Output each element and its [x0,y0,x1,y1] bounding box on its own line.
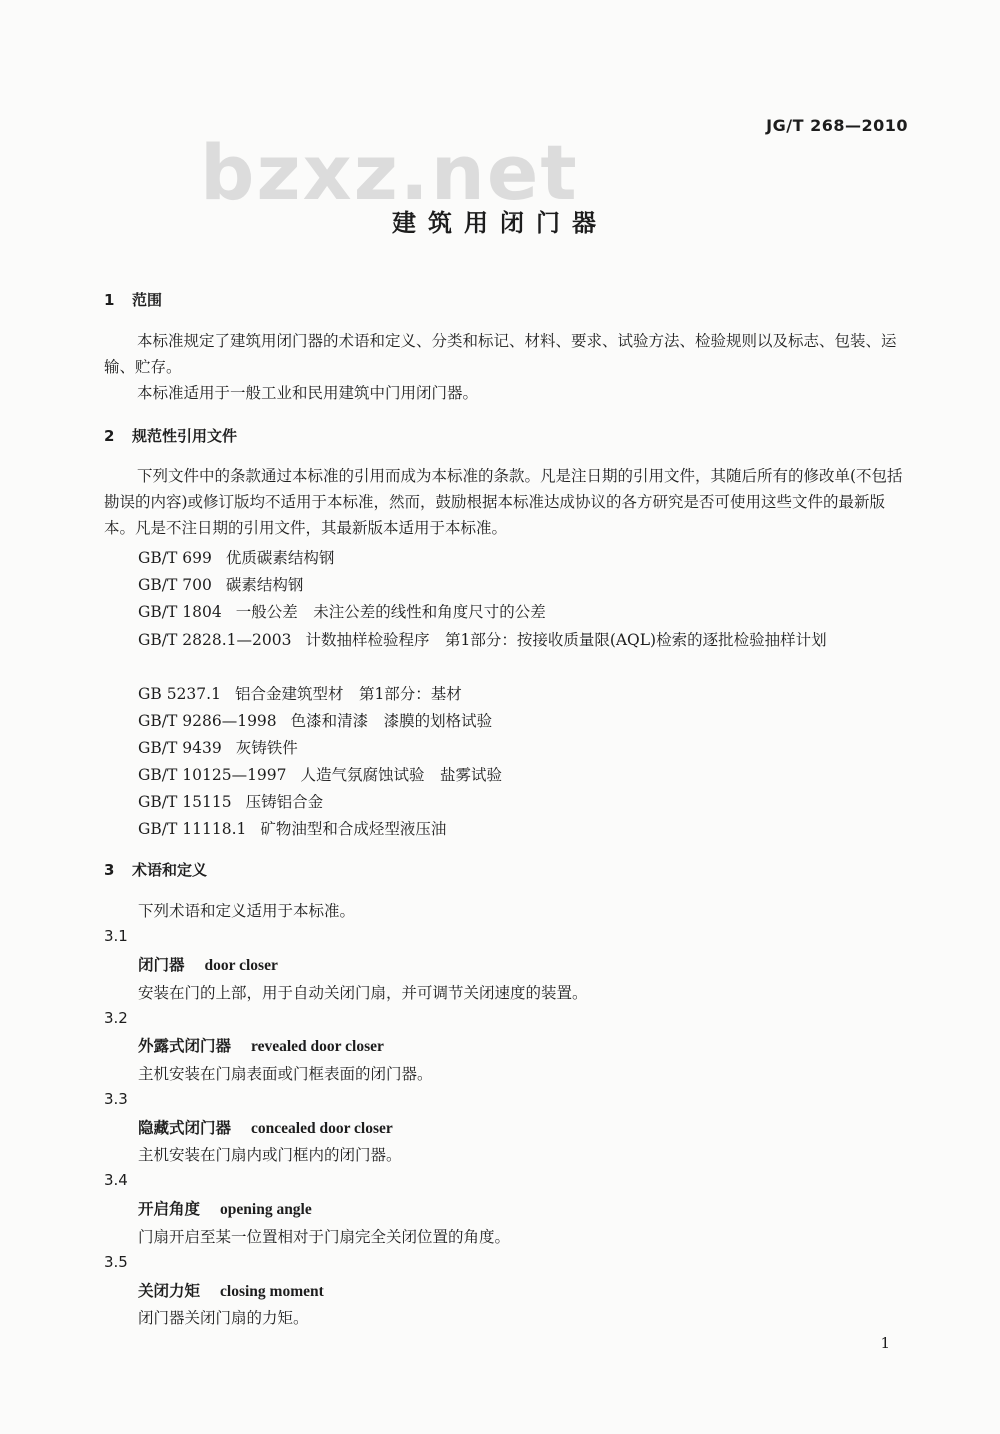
reference-title: 人造气氛腐蚀试验 盐雾试验 [300,766,503,784]
term-name-zh: 外露式闭门器 [138,1037,232,1055]
reference-item [138,817,446,839]
reference-code: GB/T 700 [138,576,212,594]
reference-code: GB/T 2828.1—2003 [138,631,292,649]
term-name [138,1034,384,1056]
term-name-zh: 关闭力矩 [138,1282,201,1300]
document-code: JG/T 268—2010 [766,116,908,135]
term-name [138,1116,393,1138]
reference-code: GB/T 9286—1998 [138,712,277,730]
reference-code: GB 5237.1 [138,685,221,703]
section-heading-normative [104,425,237,446]
reference-code: GB/T 1804 [138,603,222,621]
term-definition: 安装在门的上部，用于自动关闭门扇，并可调节关闭速度的装置。 [138,984,588,1002]
terms-intro: 下列术语和定义适用于本标准。 [138,902,356,920]
term-definition: 门扇开启至某一位置相对于门扇完全关闭位置的角度。 [138,1228,511,1246]
term-name [138,953,278,975]
reference-title: 灰铸铁件 [235,739,298,757]
reference-code: GB/T 699 [138,549,212,567]
term-name-zh: 隐藏式闭门器 [138,1119,232,1137]
reference-item [138,763,502,785]
reference-title: 铝合金建筑型材 第1部分：基材 [234,685,462,703]
reference-title: 碳素结构钢 [225,576,304,594]
section-number: 2 [104,427,115,445]
reference-code: GB/T 11118.1 [138,820,247,838]
term-number: 3.1 [104,927,128,945]
reference-item [138,790,323,812]
scope-paragraph-1: 本标准规定了建筑用闭门器的术语和定义、分类和标记、材料、要求、试验方法、检验规则以及标志、包装、运输、贮存。 [104,332,897,376]
reference-item [138,546,334,568]
reference-title: 一般公差 未注公差的线性和角度尺寸的公差 [235,603,546,621]
section-title: 术语和定义 [132,861,208,879]
term-number: 3.5 [104,1253,128,1271]
term-name-en: revealed door closer [251,1038,384,1055]
term-name [138,1197,312,1219]
reference-item [138,709,492,731]
reference-code: GB/T 15115 [138,793,232,811]
reference-title: 矿物油型和合成烃型液压油 [260,820,447,838]
term-number: 3.4 [104,1171,128,1189]
reference-item [138,573,303,595]
term-name-en: opening angle [220,1201,312,1218]
term-number: 3.3 [104,1090,128,1108]
term-name-zh: 开启角度 [138,1200,201,1218]
reference-code: GB/T 10125—1997 [138,766,287,784]
term-name-zh: 闭门器 [138,956,185,974]
section-number: 3 [104,861,115,879]
reference-title: 压铸铝合金 [245,793,324,811]
section-title: 规范性引用文件 [132,427,238,445]
reference-title: 计数抽样检验程序 第1部分：按接收质量限(AQL)检索的逐批检验抽样计划 [305,631,827,649]
reference-item [138,736,298,758]
page-number: 1 [880,1334,890,1352]
section-number: 1 [104,291,115,309]
term-definition: 闭门器关闭门扇的力矩。 [138,1309,309,1327]
term-definition: 主机安装在门扇表面或门框表面的闭门器。 [138,1065,433,1083]
section-heading-terms [104,859,207,880]
reference-title: 色漆和清漆 漆膜的划格试验 [290,712,493,730]
reference-code: GB/T 9439 [138,739,222,757]
watermark: bzxz.net [200,128,579,217]
term-definition: 主机安装在门扇内或门框内的闭门器。 [138,1146,402,1164]
reference-item [138,682,462,704]
section-title: 范围 [132,291,163,309]
term-name-en: door closer [204,957,278,974]
term-number: 3.2 [104,1009,128,1027]
reference-item [104,627,906,653]
term-name [138,1279,324,1301]
scope-paragraph-2: 本标准适用于一般工业和民用建筑中门用闭门器。 [137,384,479,402]
page-title: 建筑用闭门器 [392,209,608,237]
normative-paragraph: 下列文件中的条款通过本标准的引用而成为本标准的条款。凡是注日期的引用文件，其随后所有的修改单(不包括勘误的内容)或修订版均不适用于本标准，然而，鼓励根据本标准达成协议的各方研究是否可使用这些文件的最新版本。凡是不注日期的引用文件，其最新版本适用于本标准。 [104,467,903,537]
section-heading-scope [104,289,162,310]
term-name-en: closing moment [220,1283,324,1300]
reference-item [138,600,546,622]
reference-title: 优质碳素结构钢 [225,549,335,567]
term-name-en: concealed door closer [251,1120,393,1137]
